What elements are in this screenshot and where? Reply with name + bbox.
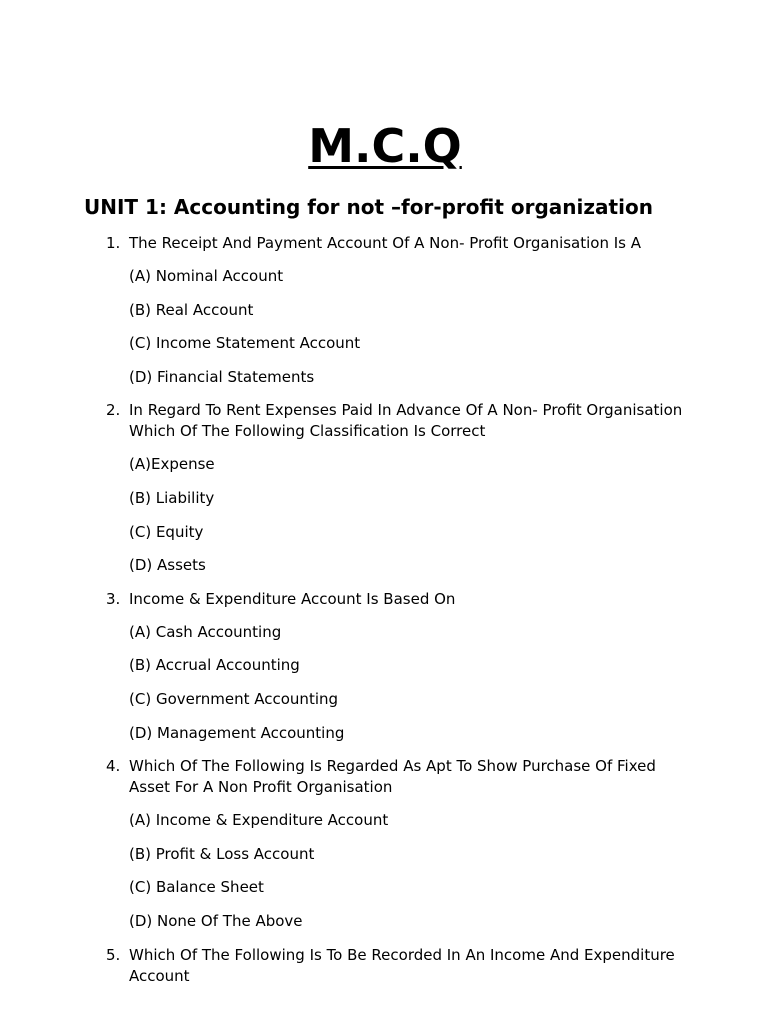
answer-option-a: (A) Income & Expenditure Account bbox=[129, 811, 389, 830]
answer-option-c: (C) Income Statement Account bbox=[129, 334, 361, 353]
answer-option-b: (B) Liability bbox=[129, 488, 215, 507]
question-text: Which Of The Following Is Regarded As Apt To Show Purchase Of Fixed Asset For A Non Profit Organisation bbox=[129, 757, 656, 797]
answer-option-d: (D) Financial Statements bbox=[129, 367, 315, 386]
answer-option-d: (D) Assets bbox=[129, 556, 206, 575]
answer-option-b: (B) Profit & Loss Account bbox=[129, 844, 315, 863]
page-title: M.C.Q bbox=[308, 119, 462, 173]
question-number: 2. bbox=[106, 401, 121, 420]
question-1 bbox=[0, 233, 770, 400]
question-number: 5. bbox=[106, 945, 121, 964]
question-4 bbox=[0, 756, 770, 944]
answer-option-b: (B) Real Account bbox=[129, 300, 254, 319]
answer-option-c: (C) Government Accounting bbox=[129, 689, 339, 708]
question-text: The Receipt And Payment Account Of A Non- Profit Organisation Is A bbox=[129, 234, 642, 252]
answer-option-d: (D) None Of The Above bbox=[129, 911, 303, 930]
answer-option-a: (A)Expense bbox=[129, 455, 215, 474]
answer-option-d: (D) Management Accounting bbox=[129, 723, 345, 742]
question-2 bbox=[0, 400, 770, 588]
question-text: Income & Expenditure Account Is Based On bbox=[129, 589, 456, 608]
question-list bbox=[0, 233, 770, 999]
question-text: In Regard To Rent Expenses Paid In Advance Of A Non- Profit Organisation Which Of The Following Classification Is Correct bbox=[129, 401, 683, 441]
question-5 bbox=[0, 945, 770, 999]
question-number: 1. bbox=[106, 234, 121, 252]
answer-option-c: (C) Balance Sheet bbox=[129, 878, 264, 897]
answer-option-a: (A) Nominal Account bbox=[129, 267, 284, 285]
unit-heading: UNIT 1: Accounting for not –for-profit organization bbox=[84, 195, 653, 219]
question-text: Which Of The Following Is To Be Recorded In An Income And Expenditure Account bbox=[129, 945, 675, 985]
question-3 bbox=[0, 589, 770, 756]
answer-option-b: (B) Accrual Accounting bbox=[129, 656, 300, 675]
answer-option-c: (C) Equity bbox=[129, 522, 204, 541]
question-number: 4. bbox=[106, 757, 121, 776]
answer-option-a: (A) Cash Accounting bbox=[129, 622, 282, 641]
question-number: 3. bbox=[106, 589, 121, 608]
